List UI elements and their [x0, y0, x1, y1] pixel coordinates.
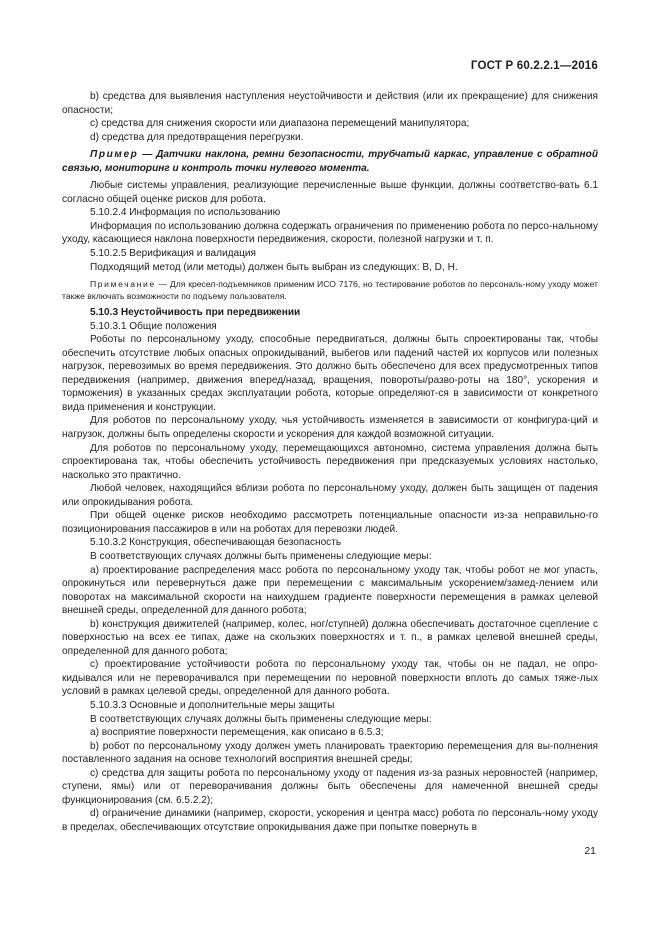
section-heading-5-10-3: 5.10.3 Неустойчивость при передвижении [90, 307, 301, 319]
list-item-c: c) средства для снижения скорости или диапазона перемещений манипулятора; [90, 118, 470, 130]
paragraph: Подходящий метод (или методы) должен быть выбран из следующих: B, D, H. [90, 261, 458, 273]
clause-heading-5-10-2-5: 5.10.2.5 Верификация и валидация [90, 248, 256, 260]
page-body [62, 90, 598, 834]
list-item-b: b) средства для выявления наступления неустойчивости и действия (или их прекращение) для снижения опасности; [62, 91, 598, 116]
note-label: Примечание [90, 279, 156, 290]
paragraph: В соответствующих случаях должны быть применены следующие меры: [90, 550, 432, 562]
paragraph: Любой человек, находящийся вблизи робота по персональному уходу, должен быть защищен от падения или опрокидывания робота. [62, 483, 598, 508]
paragraph: При общей оценке рисков необходимо рассмотреть потенциальные опасности из-за неправильно-го позиционирования пассажиров в или на роботах для перевозки людей. [62, 510, 598, 535]
list-item-b: b) конструкция движителей (например, колес, ног/ступней) должна обеспечивать достаточное сцепление с поверхностью на всех ее типах, даже на скользких поверхностях и т. п., в рамках целевой внешней среды, определенной для данного робота; [62, 618, 598, 657]
list-item-d: d) средства для предотвращения перегрузки. [90, 131, 304, 143]
list-item-a: a) восприятие поверхности перемещения, как описано в 6.5.3; [90, 727, 384, 739]
clause-heading-5-10-2-4: 5.10.2.4 Информация по использованию [90, 207, 281, 219]
list-item-a: a) проектирование распределения масс робота по персональному уходу так, чтобы робот не мог упасть, опрокинуться или перевернуться даже при перемещении с максимальным ускорением/замед-лением или поворотах на максимальной скорости на наихудшем градиенте поверхности перемещения в рамках целевой внешней среды, определенной для данного робота; [62, 564, 598, 617]
paragraph: Для роботов по персональному уходу, чья устойчивость изменяется в зависимости от конфигура-ций и нагрузок, должны быть определены скорости и ускорения для каждой возможной ситуации. [62, 415, 598, 441]
clause-heading-5-10-3-1: 5.10.3.1 Общие положения [90, 320, 217, 332]
note-block [62, 278, 598, 302]
list-item-d: d) ограничение динамики (например, скорости, ускорения и центра масс) робота по персональ-ному уходу в пределах, обеспечивающих отсутствие опрокидывания даже при попытке повернуть в [62, 808, 598, 833]
list-item-b: b) робот по персональному уходу должен уметь планировать траекторию перемещения для вы-полнения поставленного задания на основе технологий восприятия внешней среды; [62, 740, 598, 766]
paragraph: В соответствующих случаях должны быть применены следующие меры: [90, 713, 432, 725]
paragraph: Любые системы управления, реализующие перечисленные выше функции, должны соответство-вать 6.1 согласно общей оценке рисков для робота. [62, 180, 598, 205]
note-text: — Для кресел-подъемников применим ИСО 7176, но тестирование роботов по персональ-ному уходу может также включать возможности по подъему пользователя. [62, 279, 598, 302]
example-label: Пример [90, 149, 139, 161]
example-block [62, 148, 598, 175]
paragraph: Роботы по персональному уходу, способные передвигаться, должны быть спроектированы так, чтобы обеспечить отсутствие любых опасных опрокидываний, выбегов или падений частей их корпусов или полезных нагрузок, перевозимых во время передвижения. Это должно быть обеспечено для всех предусмотренных типов передвижения (например, движения вперед/назад, вращения, повороты/разво-роты на 180°, ускорения и торможения) в указанных средах эксплуатации робота, которые определяют-ся в зависимости от конкретного вида применения и конструкции. [62, 334, 598, 413]
clause-heading-5-10-3-2: 5.10.3.2 Конструкция, обеспечивающая безопасность [90, 537, 342, 549]
paragraph: Информация по использованию должна содержать ограничения по применению робота по персо-нальному уходу, касающиеся наклона поверхности передвижения, скорости, полезной нагрузки и т. п. [62, 220, 598, 246]
example-text: — Датчики наклона, ремни безопасности, трубчатый каркас, управление с обратной связью, мониторинг и контроль точки нулевого момента. [62, 149, 598, 174]
document-header: ГОСТ Р 60.2.2.1—2016 [470, 60, 598, 72]
clause-heading-5-10-3-3: 5.10.3.3 Основные и дополнительные меры защиты [90, 699, 335, 711]
page-number: 21 [584, 845, 596, 857]
list-item-c: c) средства для защиты робота по персональному уходу от падения из-за разных неровностей (например, ступени, ямы) или от переворачивания должны быть обеспечены для намеченной внешней среды функционирования (см. 6.5.2.2); [62, 767, 598, 806]
list-item-c: c) проектирование устойчивости робота по персональному уходу так, чтобы он не падал, не опро-кидывался или не переворачивался при перемещении по неровной поверхности вплоть до самых тяже-лых условий в рамках целевой среды, определенной для данного робота. [62, 659, 598, 698]
paragraph: Для роботов по персональному уходу, перемещающихся автономно, система управления должна быть спроектирована так, чтобы обеспечить устойчивость передвижения при предсказуемых условиях настолько, насколько это практично. [62, 442, 598, 481]
